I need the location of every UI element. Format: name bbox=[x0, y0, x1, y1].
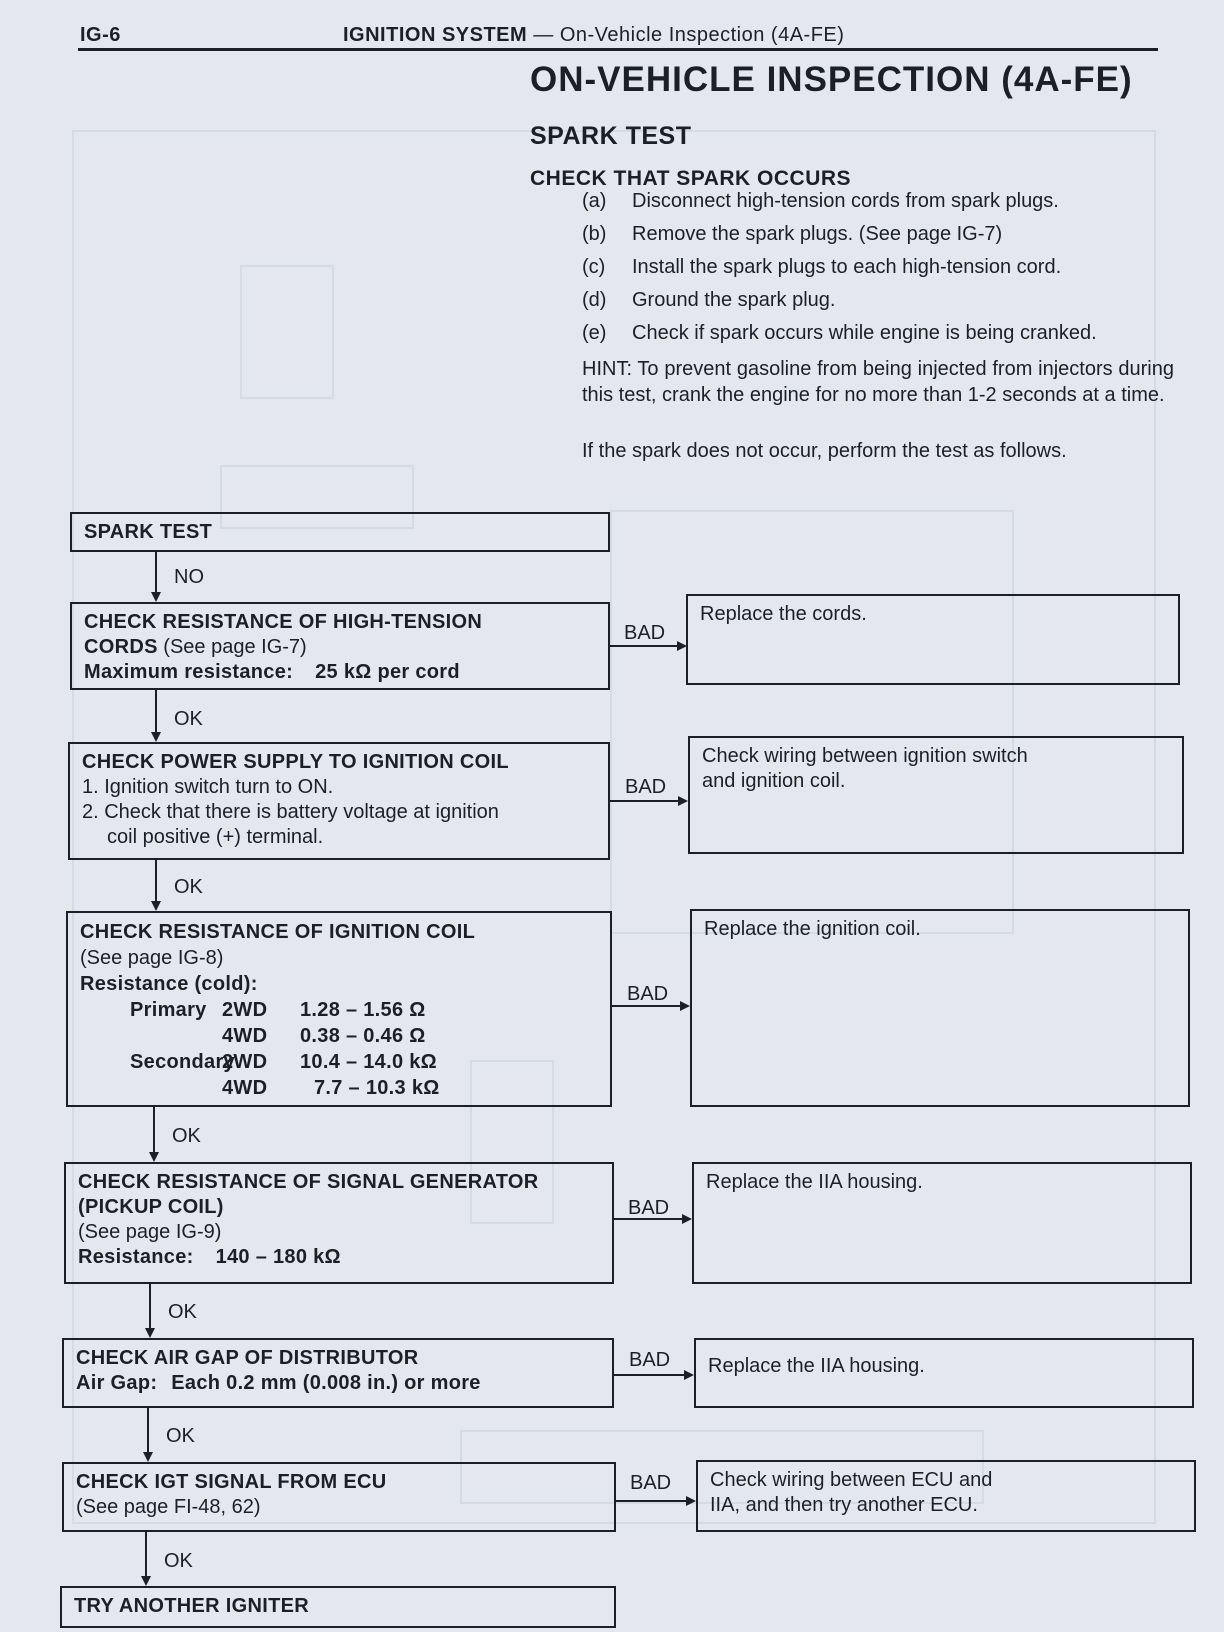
hint-follow-text: If the spark does not occur, perform the test as follows. bbox=[582, 440, 1067, 462]
spec-row-range: 0.38 – 0.46 Ω bbox=[300, 1025, 426, 1047]
flow-box-ignition-coil bbox=[66, 911, 612, 1107]
flow-arrow-down bbox=[143, 1452, 153, 1462]
flow-box-title: CHECK RESISTANCE OF IGNITION COIL bbox=[80, 921, 476, 943]
spec-row bbox=[80, 997, 598, 1023]
step-b bbox=[582, 223, 1002, 245]
spec-row bbox=[80, 1023, 598, 1049]
flow-box-line: coil positive (+) terminal. bbox=[107, 826, 324, 848]
flow-connector bbox=[610, 645, 684, 647]
spec-line bbox=[76, 1371, 600, 1396]
flow-connector bbox=[155, 552, 157, 592]
spec-row-drive: 2WD bbox=[222, 1051, 268, 1073]
flow-arrow-right bbox=[682, 1214, 692, 1224]
spec-row bbox=[80, 1075, 598, 1101]
flow-connector bbox=[616, 1500, 694, 1502]
result-text: Replace the cords. bbox=[700, 603, 867, 625]
flow-label-ok: OK bbox=[166, 1425, 195, 1447]
spec-row-range: 10.4 – 14.0 kΩ bbox=[300, 1051, 438, 1073]
flow-box-cords bbox=[70, 602, 610, 690]
step-label: (e) bbox=[582, 322, 607, 344]
flow-box-title: (PICKUP COIL) bbox=[78, 1196, 224, 1218]
page-title: ON-VEHICLE INSPECTION (4A-FE) bbox=[530, 60, 1133, 99]
step-text: Ground the spark plug. bbox=[632, 289, 836, 311]
spec-line bbox=[78, 1245, 600, 1270]
flow-label-bad: BAD bbox=[624, 622, 666, 644]
flow-connector bbox=[610, 800, 686, 802]
spec-row-drive: 2WD bbox=[222, 999, 268, 1021]
flow-label-ok: OK bbox=[174, 876, 203, 898]
spec-value: 140 – 180 kΩ bbox=[215, 1246, 341, 1268]
step-text: Check if spark occurs while engine is being cranked. bbox=[632, 322, 1097, 344]
flow-box-power-supply bbox=[68, 742, 610, 860]
step-label: (d) bbox=[582, 289, 607, 311]
step-label: (b) bbox=[582, 223, 607, 245]
step-e bbox=[582, 322, 1097, 344]
subsection-heading: CHECK THAT SPARK OCCURS bbox=[530, 167, 852, 190]
flow-box-title: CHECK POWER SUPPLY TO IGNITION COIL bbox=[82, 751, 509, 773]
result-text: Replace the IIA housing. bbox=[708, 1355, 925, 1377]
spec-row-range: 7.7 – 10.3 kΩ bbox=[314, 1077, 440, 1099]
result-text: Check wiring between ECU and bbox=[710, 1469, 993, 1491]
flow-arrow-down bbox=[151, 592, 161, 602]
flow-result-box-signal bbox=[692, 1162, 1192, 1284]
spec-line bbox=[84, 660, 596, 685]
result-text: Replace the IIA housing. bbox=[706, 1171, 923, 1193]
header-separator: — bbox=[527, 24, 560, 46]
flow-result-box-coil bbox=[690, 909, 1190, 1107]
flow-result-box-air-gap bbox=[694, 1338, 1194, 1408]
flow-box-title: CORDS bbox=[84, 636, 158, 658]
header-subsection: On-Vehicle Inspection (4A-FE) bbox=[559, 24, 845, 46]
flow-box-title: SPARK TEST bbox=[84, 521, 213, 543]
flow-arrow-down bbox=[145, 1328, 155, 1338]
bleed-through-outline bbox=[610, 510, 1014, 934]
section-heading: SPARK TEST bbox=[530, 122, 692, 150]
spec-label: Resistance: bbox=[78, 1246, 194, 1268]
flow-label-ok: OK bbox=[174, 708, 203, 730]
page-reference: (See page IG-7) bbox=[157, 636, 307, 658]
spec-label: Air Gap: bbox=[76, 1372, 158, 1394]
flow-box-title: CHECK RESISTANCE OF SIGNAL GENERATOR bbox=[78, 1171, 539, 1193]
flow-arrow-down bbox=[149, 1152, 159, 1162]
page-reference: (See page FI-48, 62) bbox=[76, 1496, 261, 1518]
flow-arrow-right bbox=[678, 796, 688, 806]
page-reference: (See page IG-8) bbox=[80, 947, 224, 969]
flow-box-title: CHECK RESISTANCE OF HIGH-TENSION bbox=[84, 611, 483, 633]
flow-label-bad: BAD bbox=[630, 1472, 672, 1494]
step-label: (c) bbox=[582, 256, 606, 278]
spec-row-name: Primary bbox=[130, 999, 207, 1021]
flow-result-box-power bbox=[688, 736, 1184, 854]
page-number: IG-6 bbox=[80, 24, 121, 46]
flow-arrow-down bbox=[151, 901, 161, 911]
spec-row-range: 1.28 – 1.56 Ω bbox=[300, 999, 426, 1021]
flow-arrow-right bbox=[686, 1496, 696, 1506]
spec-label: Maximum resistance: bbox=[84, 661, 294, 683]
spec-row-name: Secondary bbox=[130, 1051, 235, 1073]
flow-connector bbox=[153, 1107, 155, 1152]
step-d bbox=[582, 289, 835, 311]
flow-connector bbox=[149, 1284, 151, 1328]
step-label: (a) bbox=[582, 190, 607, 212]
step-text: Remove the spark plugs. (See page IG-7) bbox=[632, 223, 1003, 245]
result-text: IIA, and then try another ECU. bbox=[710, 1494, 978, 1516]
flow-label-bad: BAD bbox=[628, 1197, 670, 1219]
step-c bbox=[582, 256, 1061, 278]
flow-label-bad: BAD bbox=[627, 983, 669, 1005]
flow-result-box-igt bbox=[696, 1460, 1196, 1532]
flow-box-title: CHECK IGT SIGNAL FROM ECU bbox=[76, 1471, 387, 1493]
flow-box-line: 2. Check that there is battery voltage at ignition bbox=[82, 801, 499, 823]
flow-box-signal-generator bbox=[64, 1162, 614, 1284]
spec-row-drive: 4WD bbox=[222, 1025, 268, 1047]
flow-arrow-right bbox=[684, 1370, 694, 1380]
flow-box-line: 1. Ignition switch turn to ON. bbox=[82, 776, 334, 798]
flow-label-ok: OK bbox=[168, 1301, 197, 1323]
page-header bbox=[78, 18, 1158, 51]
flow-arrow-down bbox=[141, 1576, 151, 1586]
hint-note: HINT: To prevent gasoline from being injected from injectors during this test, crank the engine for no more than 1-2 seconds at a time. bbox=[582, 358, 1174, 406]
result-text: Check wiring between ignition switch bbox=[702, 745, 1028, 767]
flow-box-title-line2 bbox=[84, 635, 596, 660]
spec-value: 25 kΩ per cord bbox=[315, 661, 460, 683]
header-section: IGNITION SYSTEM bbox=[343, 24, 528, 46]
flow-box-title: TRY ANOTHER IGNITER bbox=[74, 1595, 309, 1617]
bleed-through-outline bbox=[240, 265, 334, 399]
flow-arrow-right bbox=[680, 1001, 690, 1011]
flow-box-igt-signal bbox=[62, 1462, 616, 1532]
step-text: Install the spark plugs to each high-tension cord. bbox=[632, 256, 1062, 278]
flow-label-ok: OK bbox=[164, 1550, 193, 1572]
step-a bbox=[582, 190, 1059, 212]
flow-label-bad: BAD bbox=[625, 776, 667, 798]
flow-box-spark-test bbox=[70, 512, 610, 552]
flow-connector bbox=[145, 1532, 147, 1576]
flow-connector bbox=[155, 860, 157, 901]
page-reference: (See page IG-9) bbox=[78, 1221, 222, 1243]
flow-connector bbox=[147, 1408, 149, 1452]
flow-result-box-cords bbox=[686, 594, 1180, 685]
flow-label-ok: OK bbox=[172, 1125, 201, 1147]
spec-row bbox=[80, 1049, 598, 1075]
spec-row-drive: 4WD bbox=[222, 1077, 268, 1099]
flow-label-bad: BAD bbox=[629, 1349, 671, 1371]
result-text: and ignition coil. bbox=[702, 770, 846, 792]
spec-row-name bbox=[80, 1075, 222, 1101]
step-text: Disconnect high-tension cords from spark plugs. bbox=[632, 190, 1059, 212]
result-text: Replace the ignition coil. bbox=[704, 918, 921, 940]
spec-row-name bbox=[80, 1023, 222, 1049]
flow-arrow-down bbox=[151, 732, 161, 742]
flow-box-air-gap bbox=[62, 1338, 614, 1408]
flow-box-title: CHECK AIR GAP OF DISTRIBUTOR bbox=[76, 1347, 419, 1369]
flow-label-no: NO bbox=[174, 566, 204, 588]
flow-box-final bbox=[60, 1586, 616, 1628]
spec-heading: Resistance (cold): bbox=[80, 973, 258, 995]
flow-connector bbox=[155, 690, 157, 732]
header-title bbox=[343, 24, 844, 47]
flow-connector bbox=[614, 1374, 692, 1376]
spec-value: Each 0.2 mm (0.008 in.) or more bbox=[171, 1372, 481, 1394]
